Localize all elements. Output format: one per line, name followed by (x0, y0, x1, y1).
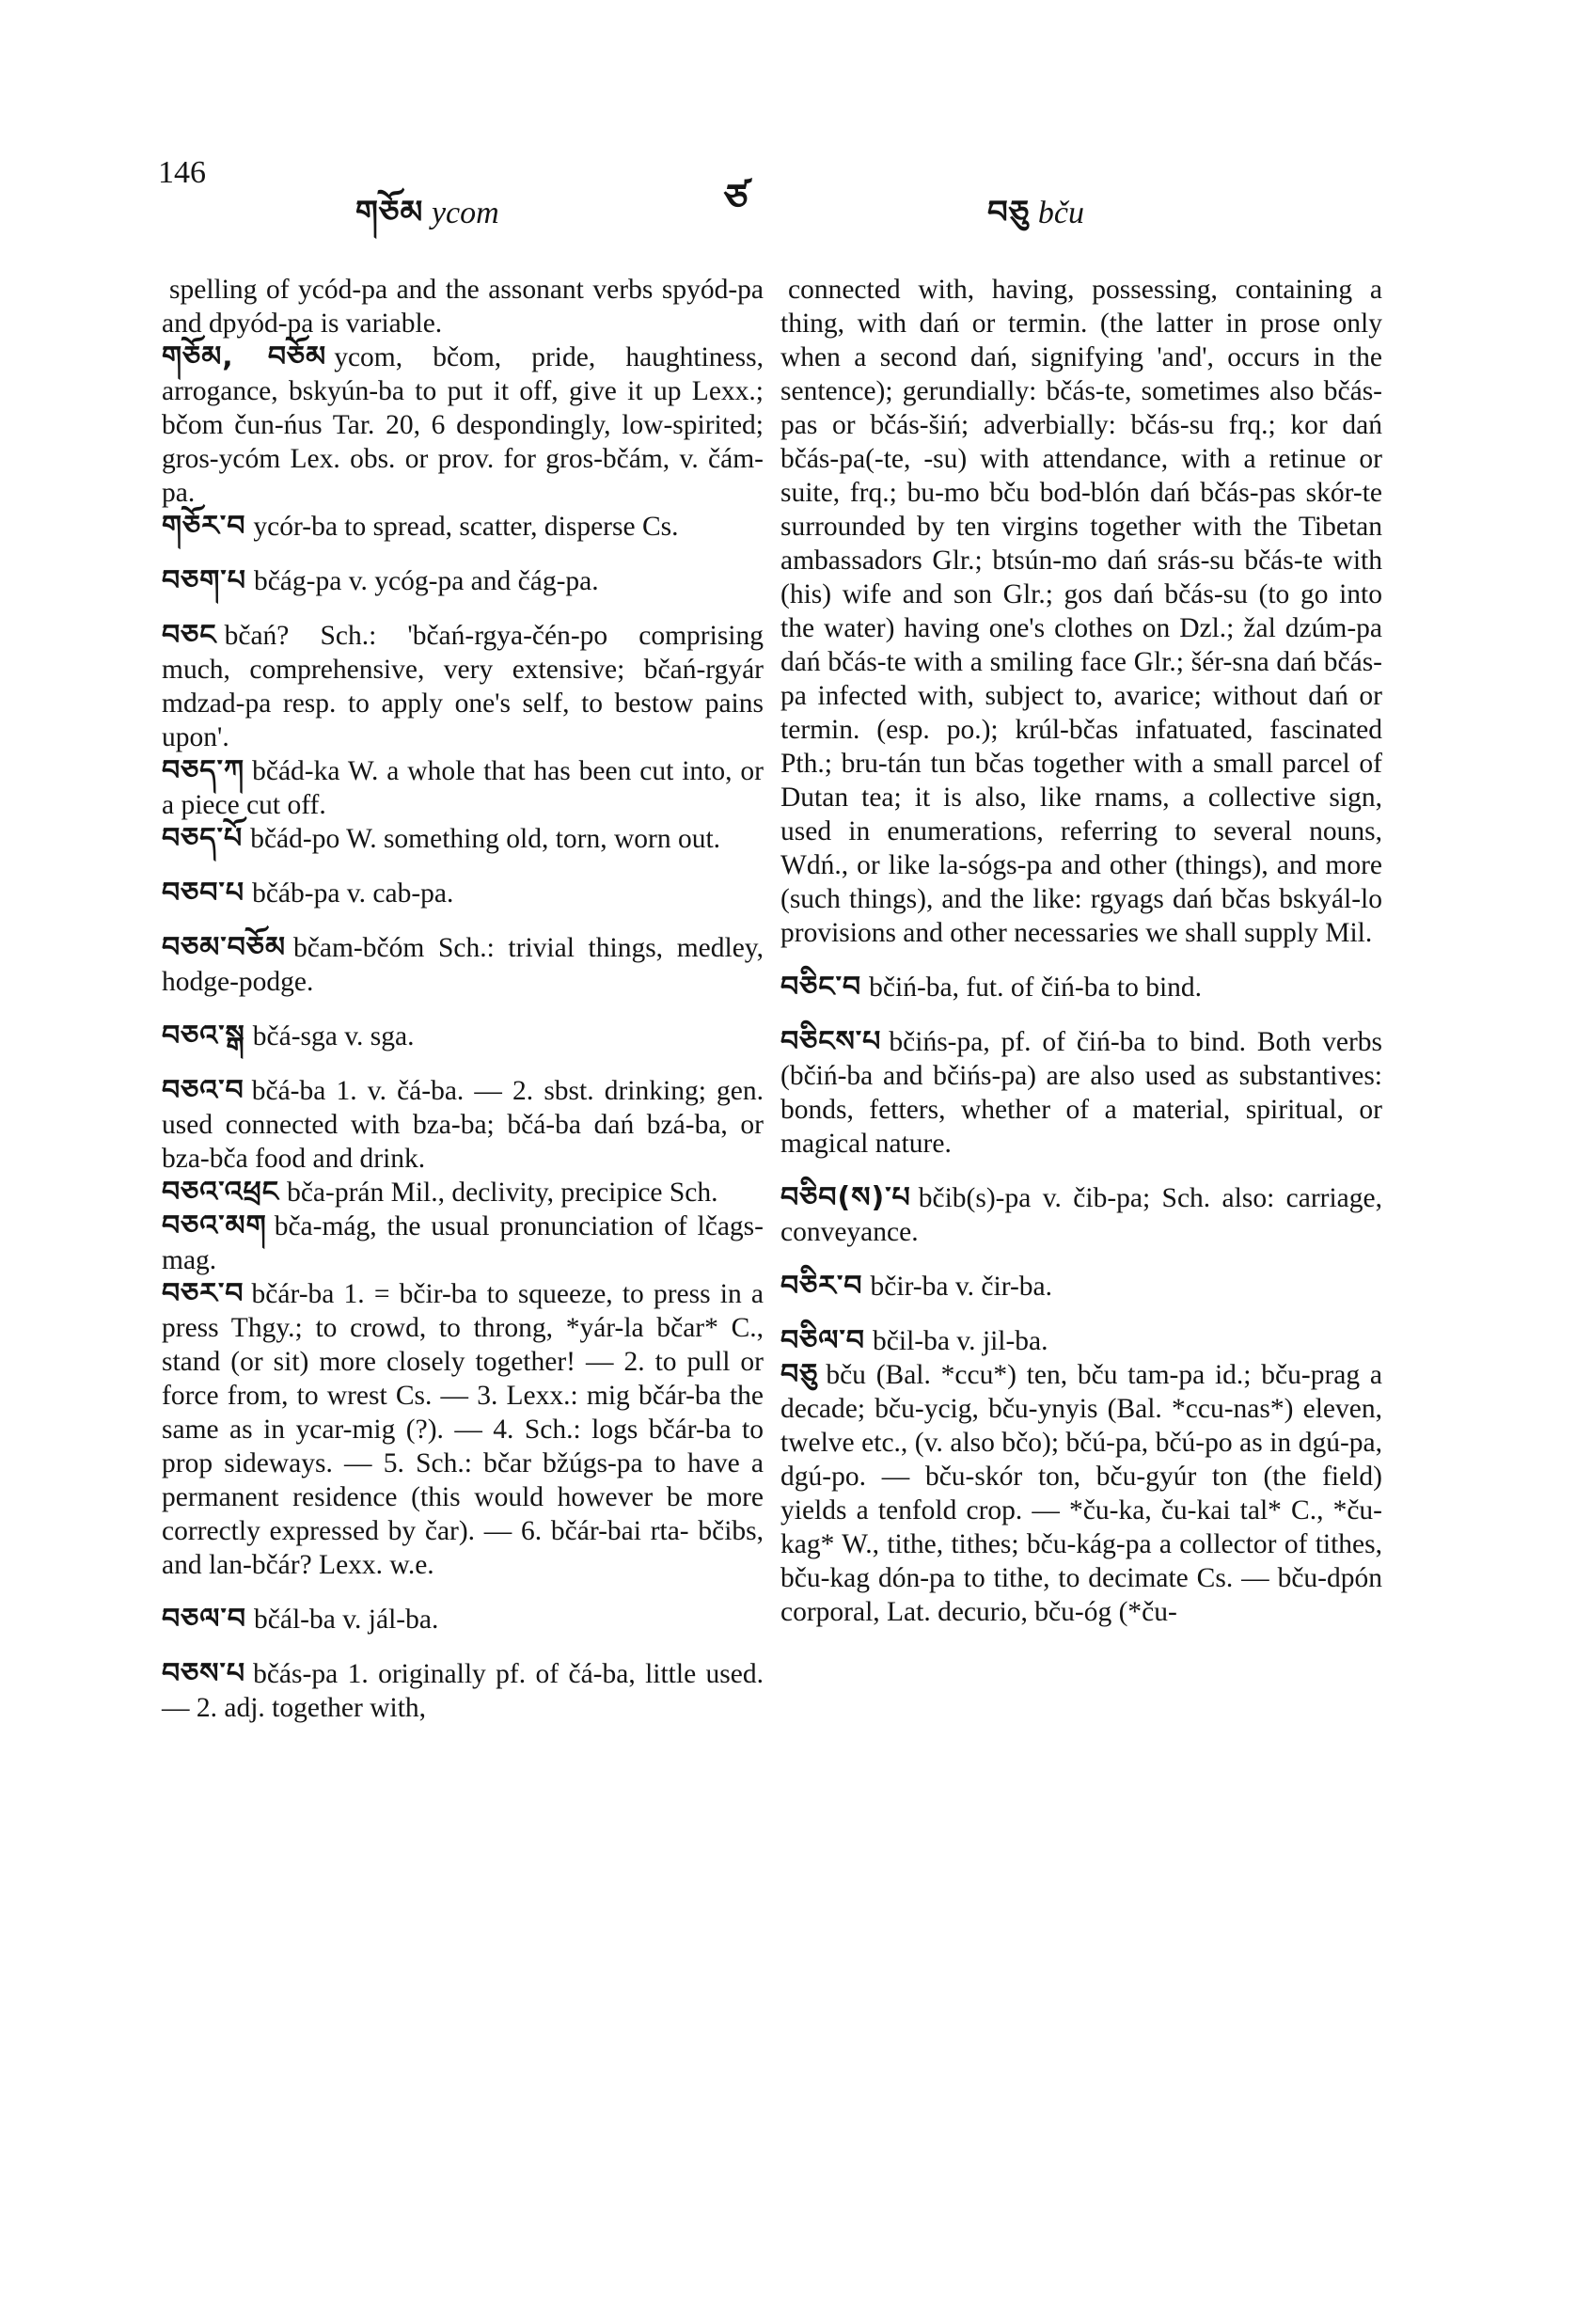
dictionary-entry (162, 822, 764, 856)
entry-text: spelling of ycód-pa and the assonant verbs spyód-pa and dpyód-pa is variable. (162, 275, 764, 339)
right-running-head-translit: bču (1037, 196, 1085, 230)
right-column (780, 273, 1382, 1629)
entry-text: bčád-ka W. a whole that has been cut into, or a piece cut off. (162, 756, 764, 820)
dictionary-entry (780, 1358, 1382, 1629)
entry-headword: བཅའ་སྒ (162, 1020, 245, 1052)
entry-text: bču (Bal. *ccu*) ten, bču tam-pa id.; bču-prag a decade; bču-ycig, bču-ynyis (Bal. *ccu-nas*) eleven, twelve etc., (v. also bčo); bčú-pa, bčú-po as in dgú-pa, dgú-po. — bču-skór ton, bču-gyúr ton (the field) yields a tenfold crop. — *ču-ka, ču-kai tal* C., *ču-kag* W., tithe, tithes; bču-kág-pa a collector of tithes, bču-kag dón-pa to tithe, to decimate Cs. — bču-dpón corporal, Lat. decurio, bču-óg (*ču- (780, 1360, 1382, 1627)
entry-text: bčiń-ba, fut. of čiń-ba to bind. (869, 972, 1203, 1003)
entry-text: bčád-po W. something old, torn, worn out. (250, 824, 721, 854)
dictionary-entry (780, 1025, 1382, 1161)
entry-headword: བཅའ་འཕྲང (162, 1176, 280, 1209)
entry-headword: བཅད་པོ (162, 822, 244, 855)
dictionary-entry (162, 1074, 764, 1176)
dictionary-entry (162, 510, 764, 544)
dictionary-entry (780, 1324, 1382, 1358)
dictionary-entry (780, 971, 1382, 1004)
left-running-head-translit: ycom (431, 196, 499, 230)
page-header (0, 155, 1576, 230)
entry-headword: བཅུ (780, 1358, 819, 1391)
dictionary-entry (162, 1277, 764, 1582)
entry-text: bčár-ba 1. = bčir-ba to squeeze, to press in a press Thgy.; to crowd, to throng, *yár-la bčar* C., stand (or sit) more closely together! — 2. to pull or force from, to wrest Cs. — 3. Lexx.: mig bčár-ba the same as in ycar-mig (?). — 4. Sch.: logs bčár-ba to prop sideways. — 5. Sch.: bčar bžúgs-pa to have a permanent residence (this would however be more correctly expressed by čar). — 6. bčár-bai rta- bčibs, and lan-bčár? Lexx. w.e. (162, 1279, 764, 1580)
dictionary-entry (162, 340, 764, 510)
entry-text: bčir-ba v. čir-ba. (870, 1272, 1052, 1302)
dictionary-entry (162, 1176, 764, 1209)
section-letter: ཙ (724, 177, 749, 220)
entry-headword: བཅིར་བ (780, 1270, 863, 1303)
entry-text: bčás-pa 1. originally pf. of čá-ba, little used. — 2. adj. together with, (162, 1659, 764, 1723)
entry-text: connected with, having, possessing, containing a thing, with dań or termin. (the latter in prose only when a second dań, signifying 'and', occurs in the sentence); gerundially: bčás-te, sometimes also bčás-pas or bčás-šiń; adverbially: bčás-su frq.; kor dań bčás-pa(-te, -su) with attendance, with a retinue or suite, frq.; bu-mo bču bod-blón dań bčás-pas skór-te surrounded by ten virgins together with the Tibetan ambassadors Glr.; btsún-mo dań srás-su bčás-te with (his) wife and son Glr.; gos dań bčás-su (to go into the water) having one's clothes on Dzl.; žal dzúm-pa dań bčás-te with a smiling face Glr.; šér-sna dań bčás-pa infected with, subject to, avarice; without dań or termin. (esp. po.); krúl-bčas infatuated, fascinated Pth.; bru-tán tun bčas together with a small parcel of Dutan tea; it is also, like rnams, a collective sign, used in enumerations, referring to several nouns, Wdń., or like la-sógs-pa and other (things), and more (such things), and the like: rgyags dań bčas bskyál-lo provisions and other necessaries we shall supply Mil. (780, 275, 1382, 948)
entry-text: bčil-ba v. jil-ba. (873, 1326, 1048, 1356)
entry-headword: གཅོམ, བཅོམ (162, 340, 327, 373)
entry-text: bčá-ba 1. v. čá-ba. — 2. sbst. drinking; gen. used connected with bza-ba; bčá-ba dań bzá-ba, or bza-bča food and drink. (162, 1076, 764, 1174)
dictionary-entry (780, 1181, 1382, 1249)
entry-text: ycór-ba to spread, scatter, disperse Cs. (253, 512, 679, 542)
entry-headword: བཅའ་མག (162, 1209, 267, 1242)
dictionary-entry (162, 754, 764, 822)
entry-headword: བཅིལ་བ (780, 1324, 866, 1357)
entry-headword: བཅད་ཀ (162, 754, 245, 787)
dictionary-entry (162, 1603, 764, 1636)
entry-headword: བཅའ་བ (162, 1074, 244, 1107)
entry-headword: བཅིང་བ (780, 971, 862, 1004)
entry-text: bčib(s)-pa v. čib-pa; Sch. also: carriage, conveyance. (780, 1183, 1382, 1247)
entry-text: bčań? Sch.: 'bčań-rgya-čén-po comprising much, comprehensive, very extensive; bčań-rgyár mdzad-pa resp. to apply one's self, to bestow pains upon'. (162, 621, 764, 752)
left-running-head (355, 176, 499, 266)
page-number: 146 (158, 155, 206, 190)
dictionary-entry (162, 273, 764, 340)
entry-headword: བཅལ་བ (162, 1603, 247, 1636)
entry-headword: བཅང (162, 619, 217, 652)
dictionary-entry (780, 1270, 1382, 1304)
entry-headword: བཅས་པ (162, 1657, 246, 1690)
right-running-head-tibetan: བཅུ (987, 194, 1031, 231)
dictionary-entry (162, 564, 764, 598)
dictionary-entry (780, 273, 1382, 950)
entry-headword: བཅབ་པ (162, 877, 245, 909)
left-column (162, 273, 764, 1725)
entry-headword: བཅག་པ (162, 564, 246, 597)
entry-text: bča-mág, the usual pronunciation of lčags-mag. (162, 1211, 764, 1275)
dictionary-entry (162, 1657, 764, 1725)
entry-headword: བཅིངས་པ (780, 1025, 882, 1058)
entry-headword: བཅིབ(ས)་པ (780, 1181, 911, 1214)
right-running-head (987, 176, 1084, 266)
entry-text: bčá-sga v. sga. (252, 1021, 415, 1051)
entry-text: bčál-ba v. jál-ba. (254, 1605, 439, 1635)
entry-text: bčág-pa v. ycóg-pa and čág-pa. (253, 566, 599, 596)
entry-text: ycom, bčom, pride, haughtiness, arrogance, bskyún-ba to put it off, give it up Lexx.; bčom čun-ńus Tar. 20, 6 despondingly, low-spirited; gros-ycóm Lex. obs. or prov. for gros-bčám, v. čám-pa. (162, 342, 764, 508)
entry-headword: བཅར་བ (162, 1277, 244, 1310)
entry-headword: གཅོར་བ (162, 510, 246, 543)
entry-text: bčińs-pa, pf. of čiń-ba to bind. Both verbs (bčiń-ba and bčińs-pa) are also used as substantives: bonds, fetters, whether of a material, spiritual, or magical nature. (780, 1027, 1382, 1159)
dictionary-entry (162, 619, 764, 754)
left-running-head-tibetan: གཅོམ (355, 194, 424, 231)
entry-text: bčam-bčóm Sch.: trivial things, medley, hodge-podge. (162, 933, 764, 997)
entry-headword: བཅམ་བཅོམ (162, 931, 287, 964)
dictionary-entry (162, 931, 764, 999)
entry-text: bča-prán Mil., declivity, precipice Sch. (287, 1178, 718, 1208)
dictionary-entry (162, 1020, 764, 1053)
dictionary-entry (162, 877, 764, 910)
dictionary-entry (162, 1209, 764, 1277)
entry-text: bčáb-pa v. cab-pa. (252, 878, 454, 909)
